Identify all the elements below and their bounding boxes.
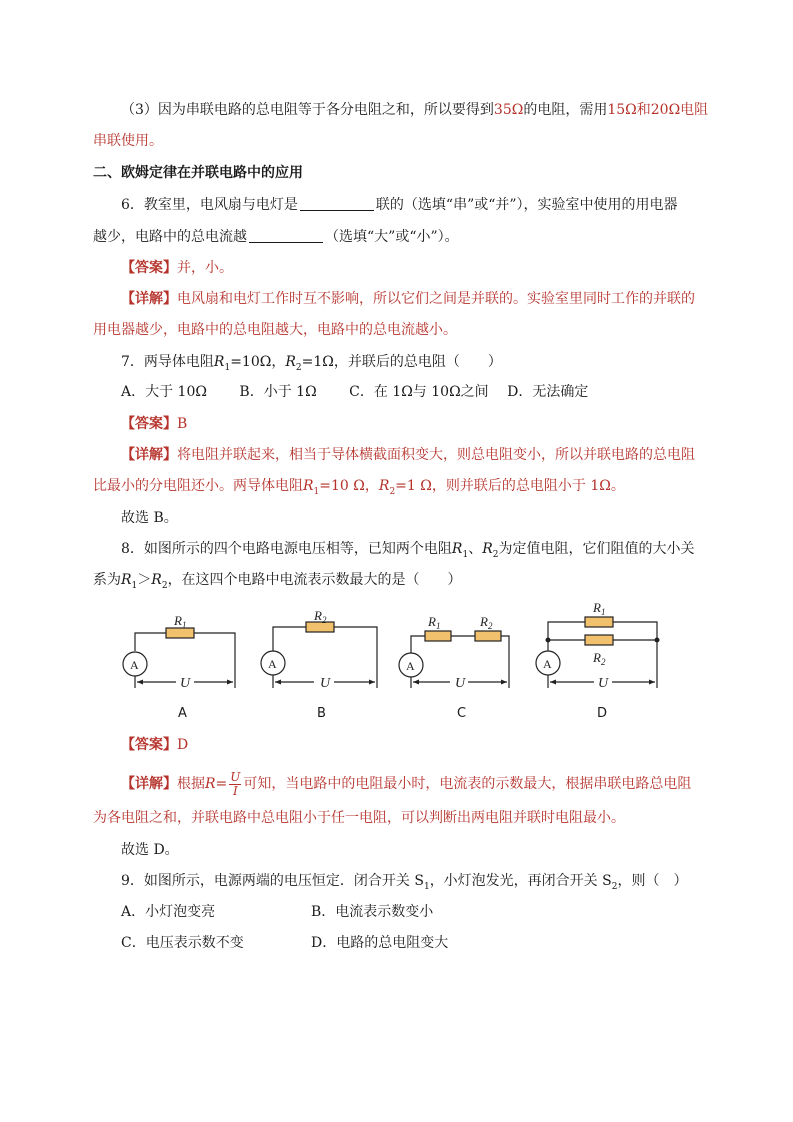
question-6-cont <box>93 227 459 247</box>
text: = <box>215 776 228 792</box>
resistor-r2 <box>306 622 334 632</box>
arrow-icon <box>501 680 507 685</box>
arrow-icon <box>275 680 281 685</box>
answer-blank <box>300 196 374 211</box>
arrow-icon <box>137 680 143 685</box>
text: R <box>205 776 216 792</box>
text: 的电阻，需用 <box>523 102 608 118</box>
text: 可知，当电路中的电阻最小时，电流表的示数最大，根据串联电路总电阻 <box>243 776 692 792</box>
text: 7．两导体电阻 <box>121 354 214 370</box>
text: 系为 <box>93 572 121 588</box>
detail-8 <box>121 770 691 798</box>
detail-6 <box>121 289 695 309</box>
fraction <box>229 771 241 798</box>
text: （选填“大”或“小”）。 <box>325 229 459 245</box>
resistor-label: $R_2$ <box>593 650 606 667</box>
section-heading: 二、欧姆定律在并联电路中的应用 <box>93 165 303 181</box>
subscript: 2 <box>611 881 618 892</box>
voltage-label: U <box>455 676 466 691</box>
arrow-icon <box>227 680 233 685</box>
resistor-label: $R_1$ <box>593 600 606 617</box>
resistor-r2 <box>585 635 613 645</box>
detail-label: 【详解】 <box>121 447 177 463</box>
resistor-r1 <box>425 631 451 641</box>
text: R <box>285 354 296 370</box>
subscript: 2 <box>492 549 499 560</box>
text: R <box>303 478 314 494</box>
caption-b: B <box>317 706 326 721</box>
subscript: 1 <box>423 881 430 892</box>
subscript: 2 <box>389 486 396 497</box>
detail-7-cont <box>93 476 625 502</box>
answer-7 <box>121 414 187 434</box>
resistor-label: $R_1$ <box>428 614 441 631</box>
resistor-r1 <box>585 617 613 627</box>
detail-8-cont: 为各电阻之和，并联电路中总电阻小于任一电阻，可以判断出两电阻并联时电阻最小。 <box>93 810 625 826</box>
junction-dot <box>655 638 660 643</box>
text: 将电阻并联起来，相当于导体横截面积变大，则总电阻变小，所以并联电路的总电阻 <box>177 447 695 463</box>
resistor-r1 <box>166 628 194 638</box>
paragraph-line <box>121 100 708 120</box>
text: 6．教室里，电风扇与电灯是 <box>121 197 298 213</box>
text: 8．如图所示的四个电路电源电压相等，已知两个电阻 <box>121 541 452 557</box>
answer-blank <box>249 228 323 243</box>
detail-7 <box>121 445 695 465</box>
denominator: I <box>232 783 238 798</box>
text: 电阻 <box>680 102 709 118</box>
question-8 <box>121 539 694 565</box>
junction-dot <box>546 638 551 643</box>
text: 9．如图所示，电源两端的电压恒定．闭合开关 S <box>121 873 424 889</box>
text: 15Ω <box>607 102 637 118</box>
circuit-b <box>261 622 377 688</box>
voltage-label: U <box>598 676 609 691</box>
option-9c: C．电压表示数不变 <box>121 935 244 951</box>
text: B <box>177 416 188 432</box>
resistor-label: $R_2$ <box>480 614 493 631</box>
text: R <box>482 541 493 557</box>
text: 为定值电阻，它们阻值的大小关 <box>498 541 695 557</box>
numerator: U <box>230 769 241 784</box>
text: =1 Ω，则并联后的总电阻小于 1Ω。 <box>395 478 625 494</box>
text: R <box>378 478 390 494</box>
text: R <box>121 572 132 588</box>
text: R <box>213 354 225 370</box>
text: 根据 <box>177 776 205 792</box>
caption-d: D <box>597 706 608 721</box>
circuit-diagrams <box>0 598 793 728</box>
arrow-icon <box>550 680 556 685</box>
question-6 <box>121 195 678 215</box>
text: R <box>151 572 162 588</box>
subscript: 1 <box>462 549 469 560</box>
arrow-icon <box>413 680 419 685</box>
text: ，则（ ） <box>617 873 688 889</box>
caption-c: C <box>457 706 467 721</box>
text: 比最小的分电阻还小。两导体电阻 <box>93 478 303 494</box>
subscript: 2 <box>161 580 168 591</box>
arrow-icon <box>649 680 655 685</box>
resistor-label: $R_1$ <box>174 613 187 630</box>
option-9d: D．电路的总电阻变大 <box>311 935 449 951</box>
choose-7: 故选 B。 <box>121 510 178 526</box>
text: 20Ω <box>650 102 681 118</box>
option-9b: B．电流表示数变小 <box>311 904 434 920</box>
text: 电风扇和电灯工作时互不影响，所以它们之间是并联的。实验室里同时工作的并联的 <box>177 291 695 307</box>
answer-label: 【答案】 <box>121 260 177 276</box>
text: ，在这四个电路中电流表示数最大的是（ ） <box>167 572 462 588</box>
text: D <box>177 737 189 753</box>
question-8-cont <box>93 570 462 596</box>
subscript: 1 <box>131 580 138 591</box>
answer-label: 【答案】 <box>121 416 177 432</box>
ammeter-label: A <box>543 657 552 671</box>
text: 越少，电路中的总电流越 <box>93 229 247 245</box>
subscript: 2 <box>295 362 302 373</box>
voltage-label: U <box>180 676 191 691</box>
option-9a: A．小灯泡变亮 <box>121 904 216 920</box>
voltage-label: U <box>320 676 331 691</box>
subscript: 1 <box>224 362 231 373</box>
text: =10Ω， <box>230 354 286 370</box>
options-7: A．大于 10Ω B．小于 1Ω C．在 1Ω与 10Ω之间 D．无法确定 <box>121 384 589 400</box>
arrow-icon <box>369 680 375 685</box>
text: 、 <box>468 541 483 557</box>
text: =1Ω，并联后的总电阻（ ） <box>301 354 502 370</box>
text: （3）因为串联电路的总电阻等于各分电阻之和，所以要得到 <box>121 102 494 118</box>
detail-label: 【详解】 <box>121 776 177 792</box>
choose-8: 故选 D。 <box>121 842 179 858</box>
ammeter-label: A <box>268 657 277 671</box>
circuit-c <box>399 631 509 688</box>
circuit-a <box>123 628 235 688</box>
text: ＞ <box>137 572 152 588</box>
caption-a: A <box>178 706 187 721</box>
subscript: 1 <box>313 486 320 497</box>
text: 并，小。 <box>177 260 233 276</box>
detail-label: 【详解】 <box>121 291 177 307</box>
ammeter-label: A <box>130 658 139 672</box>
question-7 <box>121 352 502 378</box>
answer-label: 【答案】 <box>121 737 177 753</box>
paragraph-line: 串联使用。 <box>93 133 163 149</box>
text: 35Ω <box>493 102 524 118</box>
resistor-r2 <box>475 631 501 641</box>
answer-6 <box>121 258 233 278</box>
detail-6-cont: 用电器越少，电路中的总电阻越大，电路中的总电流越小。 <box>93 322 457 338</box>
text: 和 <box>636 102 651 118</box>
ammeter-label: A <box>406 659 415 673</box>
answer-8 <box>121 735 188 755</box>
text: R <box>451 541 463 557</box>
text: ，小灯泡发光，再闭合开关 S <box>429 873 612 889</box>
resistor-label: $R_2$ <box>314 608 327 625</box>
text: 联的（选填“串”或“并”），实验室中使用的用电器 <box>375 197 678 213</box>
question-9 <box>121 871 687 897</box>
text: =10 Ω， <box>319 478 379 494</box>
